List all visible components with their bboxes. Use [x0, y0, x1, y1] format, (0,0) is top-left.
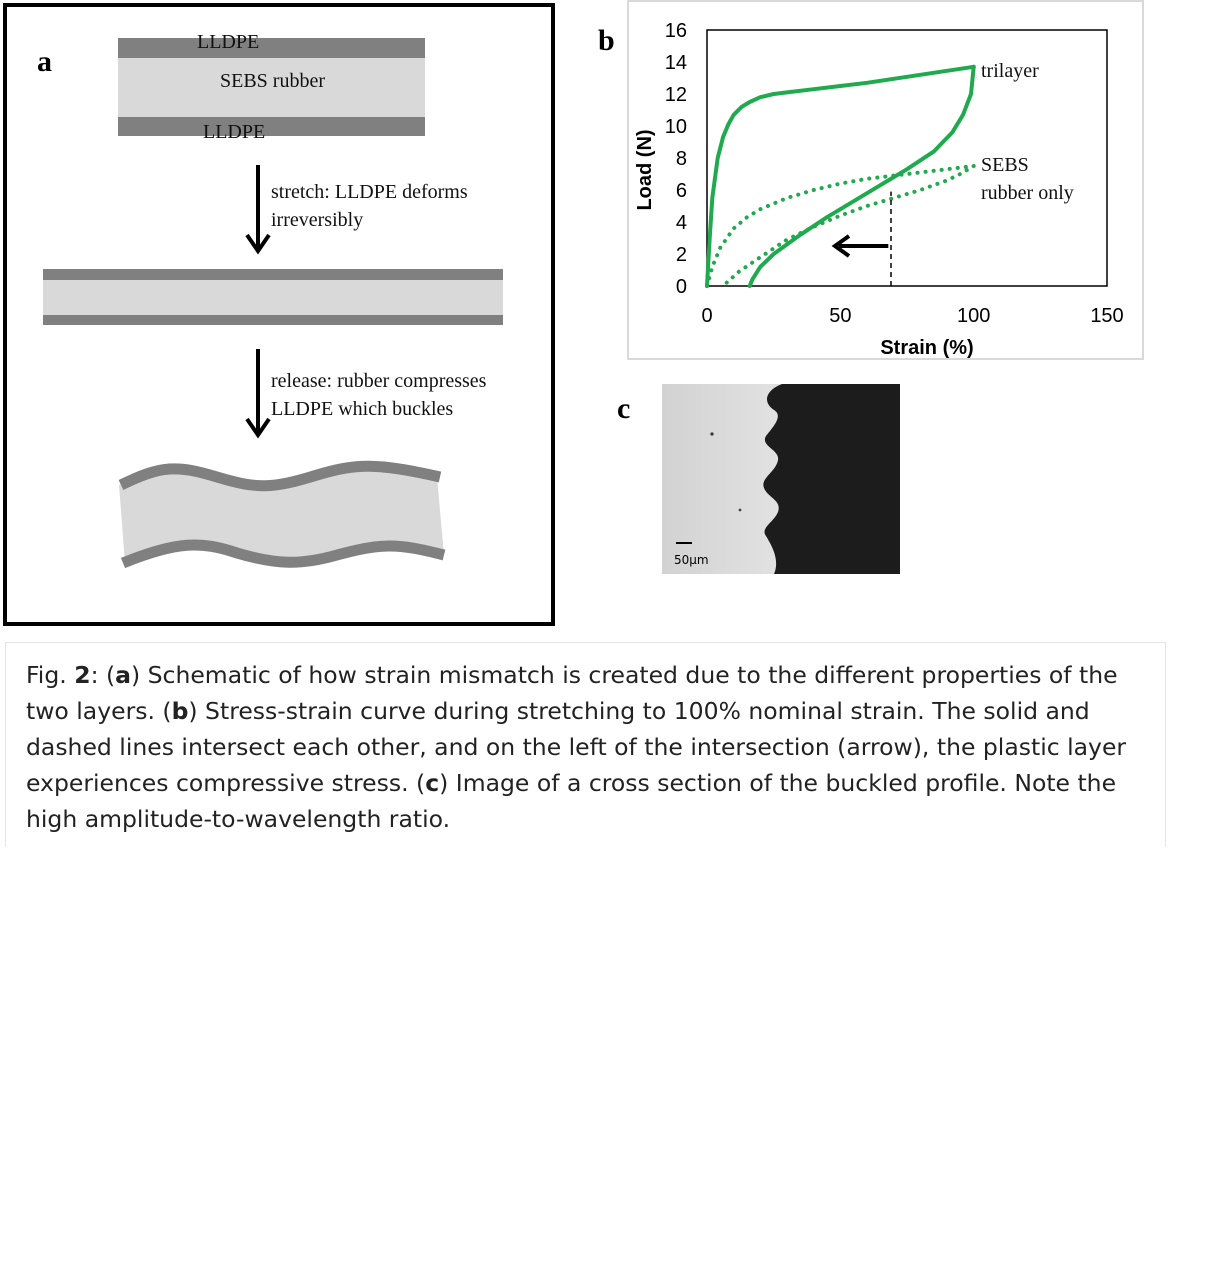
figure-caption	[26, 657, 1156, 837]
panel-a-letter: a	[37, 45, 52, 78]
x-tick-label: 150	[1090, 305, 1124, 327]
y-tick-label: 8	[675, 148, 687, 170]
bottom-lldpe-label: LLDPE	[203, 121, 266, 143]
release-step-line2: LLDPE which buckles	[271, 398, 454, 420]
stretch-step-line1: stretch: LLDPE deforms	[271, 181, 468, 203]
y-tick-label: 0	[675, 276, 687, 298]
trilayer-loading-curve	[707, 67, 974, 286]
trilayer-unloading-curve	[750, 67, 974, 286]
caption-part2: ) Schematic of how strain mismatch is created due to the different properties of the two layers. (	[26, 661, 1118, 725]
caption-part1: : (	[90, 661, 116, 689]
y-tick-label: 14	[664, 52, 687, 74]
plot-area-frame	[707, 30, 1107, 286]
panel-c-letter: c	[617, 392, 631, 425]
y-tick-label: 10	[664, 116, 687, 138]
x-axis-title: Strain (%)	[880, 337, 974, 358]
caption-fig-number: 2	[74, 661, 91, 689]
stretched-bottom-lldpe-layer	[43, 315, 503, 325]
buckled-profile-dark-region	[763, 384, 900, 574]
stretch-step-line2: irreversibly	[271, 209, 364, 231]
y-tick-label: 2	[675, 244, 687, 266]
top-lldpe-layer	[118, 38, 425, 58]
cross-section-micrograph	[662, 384, 900, 574]
buckled-trilayer	[107, 455, 457, 585]
bottom-lldpe-layer	[118, 117, 425, 136]
panel-b-letter: b	[598, 24, 615, 57]
x-tick-label: 50	[829, 305, 852, 327]
sebs-series-label-line1: SEBS	[981, 154, 1029, 176]
caption-ref-c: c	[425, 769, 440, 797]
scale-bar-label: 50μm	[674, 553, 709, 567]
release-arrow-icon	[243, 349, 273, 441]
release-step-line1: release: rubber compresses	[271, 370, 487, 392]
figure-caption-box	[5, 642, 1166, 847]
sebs-rubber-label: SEBS rubber	[220, 70, 325, 92]
stretched-top-lldpe-layer	[43, 269, 503, 280]
stretched-sebs-layer	[43, 280, 503, 315]
top-lldpe-label: LLDPE	[197, 31, 260, 53]
x-tick-label: 0	[701, 305, 713, 327]
y-tick-label: 12	[664, 84, 687, 106]
caption-part3: ) Stress-strain curve during stretching to 100% nominal strain. The solid and dashed lines intersect each other, and on the left of the intersection (arrow), the plastic layer experiences compressive stress. (	[26, 697, 1127, 797]
y-axis-title: Load (N)	[634, 129, 656, 211]
sebs-series-label-line2: rubber only	[981, 182, 1074, 204]
caption-ref-a: a	[115, 661, 131, 689]
x-tick-label: 100	[956, 305, 991, 327]
caption-part4: ) Image of a cross section of the buckled profile. Note the high amplitude-to-wavelength ratio.	[26, 769, 1117, 833]
panel-b-chart	[627, 0, 1144, 360]
panel-a-schematic	[3, 3, 555, 626]
caption-ref-b: b	[171, 697, 189, 725]
stress-strain-chart	[629, 2, 1142, 358]
trilayer-series-label: trilayer	[981, 60, 1039, 82]
stretch-arrow-icon	[243, 165, 273, 257]
micrograph-image	[662, 384, 900, 574]
caption-prefix: Fig.	[26, 661, 75, 689]
y-tick-label: 6	[675, 180, 687, 202]
y-tick-label: 4	[675, 212, 687, 234]
y-tick-label: 16	[664, 20, 687, 42]
